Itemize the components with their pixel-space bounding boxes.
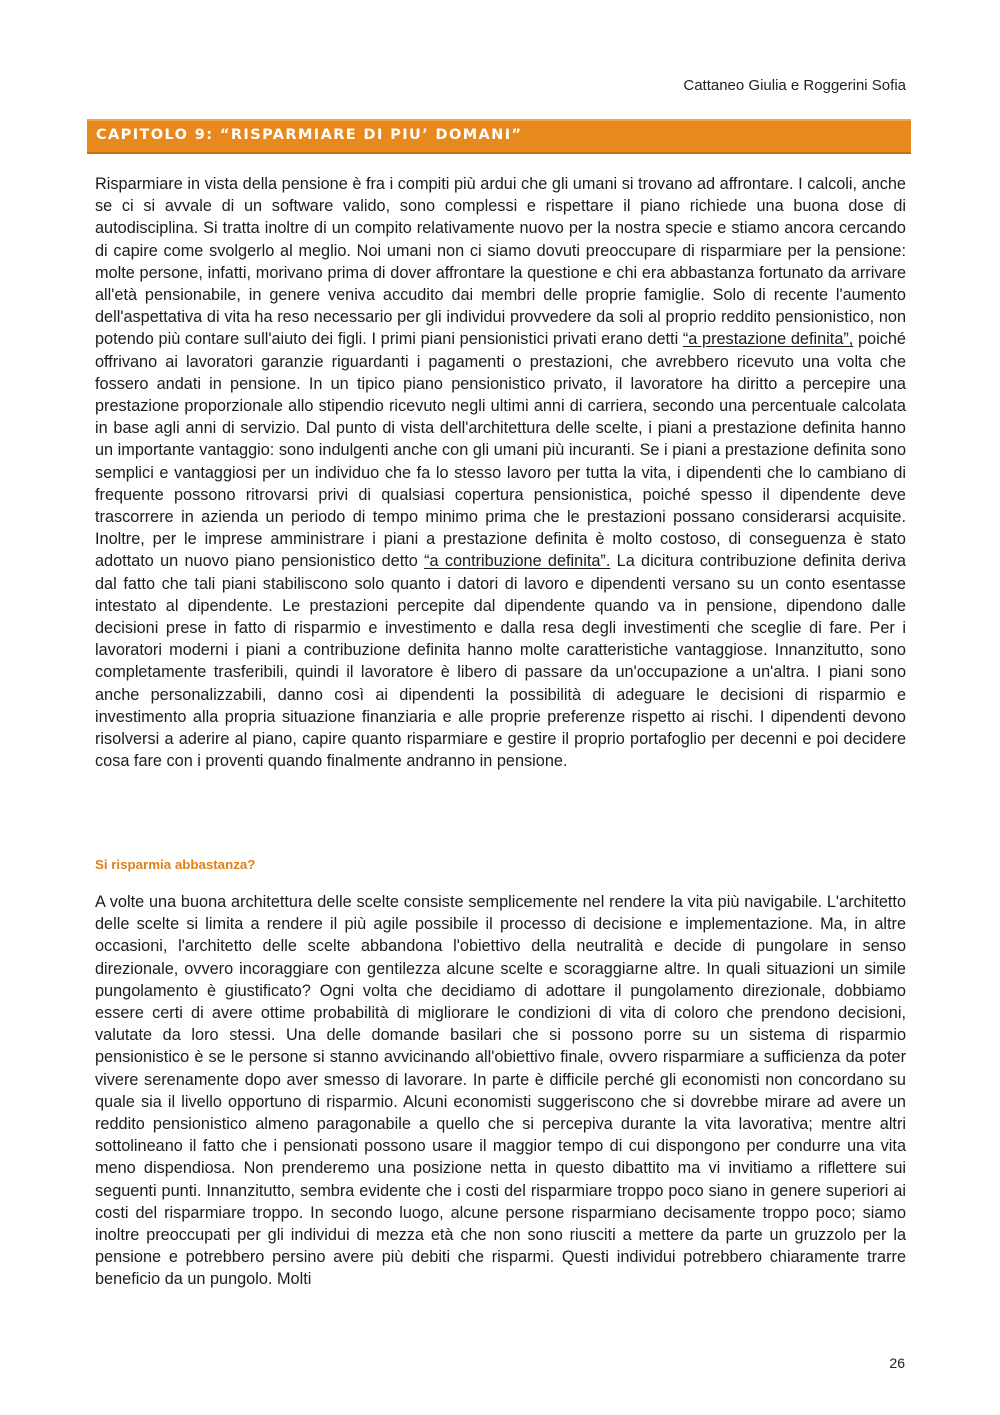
term-contribuzione-definita: “a contribuzione definita”. bbox=[424, 552, 611, 571]
term-prestazione-definita: “a prestazione definita”, bbox=[682, 330, 854, 349]
body-paragraph-2: A volte una buona architettura delle scelte consiste semplicemente nel rendere la vita più navigabile. L'architetto delle scelte si limita a rendere il più agile possibile il processo di decisione e implementazione. Ma, in altre occasioni, l'architetto delle scelte abbandona l'obiettivo della neutralità e decide di pungolare in senso direzionale, ovvero incoraggiare con gentilezza alcune scelte e scoraggiarne altre. In quali situazioni un simile pungolamento è giustificato? Ogni volta che decidiamo di adottare il pungolamento direzionale, dobbiamo essere certi di avere ottime probabilità di migliorare le condizioni di vita di coloro che prendono decisioni, valutate da loro stessi. Una delle domande basilari che si possono porre su un sistema di risparmio pensionistico è se le persone si stanno avvicinando all'obiettivo finale, ovvero risparmiare a sufficienza da poter vivere serenamente dopo aver smesso di lavorare. In parte è difficile perché gli economisti non concordano su quale sia il livello opportuno di risparmio. Alcuni economisti suggeriscono che si dovrebbe mirare ad avere un reddito pensionistico almeno paragonabile a quello che si percepiva durante la vita lavorativa; mentre altri sottolineano il fatto che i pensionati possono usare il maggior tempo di cui dispongono per condurre una vita meno dispendiosa. Non prenderemo una posizione netta in questo dibattito ma vi invitiamo a riflettere sui seguenti punti. Innanzitutto, sembra evidente che i costi del risparmiare troppo poco siano in genere superiori ai costi del risparmiare troppo. In secondo luogo, alcune persone risparmiano decisamente troppo poco; siamo inoltre preoccupati per gli individui di mezza età che non sono riusciti a mettere da parte un gruzzolo per la pensione e potrebbero persino avere più debiti che risparmi. Questi individui potrebbero chiaramente trarre beneficio da un pungolo. Molti bbox=[95, 893, 906, 1289]
header-authors: Cattaneo Giulia e Roggerini Sofia bbox=[683, 77, 906, 94]
page-number: 26 bbox=[889, 1355, 905, 1371]
paragraph-1-text-c: La dicitura contribuzione definita deriva dal fatto che tali piani stabiliscono solo quanto i datori di lavoro e dipendenti versano su un conto esentasse intestato al dipendente. Le prestazioni percepite dal dipendente quando va in pensione, dipendono dalle decisioni prese in fatto di risparmio e investimento e dalla resa degli investimenti che sceglie di fare. Per i lavoratori moderni i piani a contribuzione definita hanno molte caratteristiche vantaggiose. Innanzitutto, sono completamente trasferibili, quindi il lavoratore è libero di passare da un'occupazione a un'altra. I piani sono anche personalizzabili, danno così ai dipendenti la possibilità di adeguare le decisioni di risparmio e investimento alla propria situazione finanziaria e alle proprie preferenze rispetto ai rischi. I dipendenti devono risolversi a aderire al piano, capire quanto risparmiare e gestire il proprio portafoglio per decenni e poi decidere cosa fare con i proventi quando finalmente andranno in pensione. bbox=[95, 552, 906, 771]
body-paragraph-1 bbox=[95, 173, 906, 772]
section-subheading: Si risparmia abbastanza? bbox=[95, 857, 256, 872]
paragraph-1-text-b: poiché offrivano ai lavoratori garanzie riguardanti i pagamenti o prestazioni, che avrebbero ricevuto una volta che fossero andati in pensione. In un tipico piano pensionistico privato, il lavoratore ha diritto a percepire una prestazione proporzionale allo stipendio ricevuto negli ultimi anni di carriera, secondo una percentuale calcolata in base agli anni di servizio. Dal punto di vista dell'architettura delle scelte, i piani a prestazione definita hanno un importante vantaggio: sono indulgenti anche con gli umani più incuranti. Se i piani a prestazione definita sono semplici e vantaggiosi per un individuo che fa lo stesso lavoro per tutta la vita, i dipendenti che lo cambiano di frequente possono ritrovarsi privi di qualsiasi copertura pensionistica, poiché spesso il dipendente deve trascorrere in azienda un periodo di tempo minimo prima che le prestazioni possano considerarsi acquisite. Inoltre, per le imprese amministrare i piani a prestazione definita è molto costoso, di conseguenza è stato adottato un nuovo piano pensionistico detto bbox=[95, 330, 906, 571]
chapter-banner bbox=[87, 119, 911, 154]
paragraph-1-text-a: Risparmiare in vista della pensione è fra i compiti più ardui che gli umani si trovano ad affrontare. I calcoli, anche se ci si avvale di un software valido, sono complessi e rispettare il piano richiede una buona dose di autodisciplina. Si tratta inoltre di un compito relativamente nuovo per la nostra specie e stiamo ancora cercando di capire come svolgerlo al meglio. Noi umani non ci siamo dovuti preoccupare di risparmiare per la pensione: molte persone, infatti, morivano prima di dover affrontare la questione e chi era abbastanza fortunato da arrivare all'età pensionabile, in genere veniva accudito dai membri delle proprie famiglie. Solo di recente l'aumento dell'aspettativa di vita ha reso necessario per gli individui provvedere da soli al proprio reddito pensionistico, non potendo più contare sull'aiuto dei figli. I primi piani pensionistici privati erano detti bbox=[95, 175, 906, 349]
chapter-title: CAPITOLO 9: “RISPARMIARE DI PIU’ DOMANI” bbox=[96, 127, 523, 143]
